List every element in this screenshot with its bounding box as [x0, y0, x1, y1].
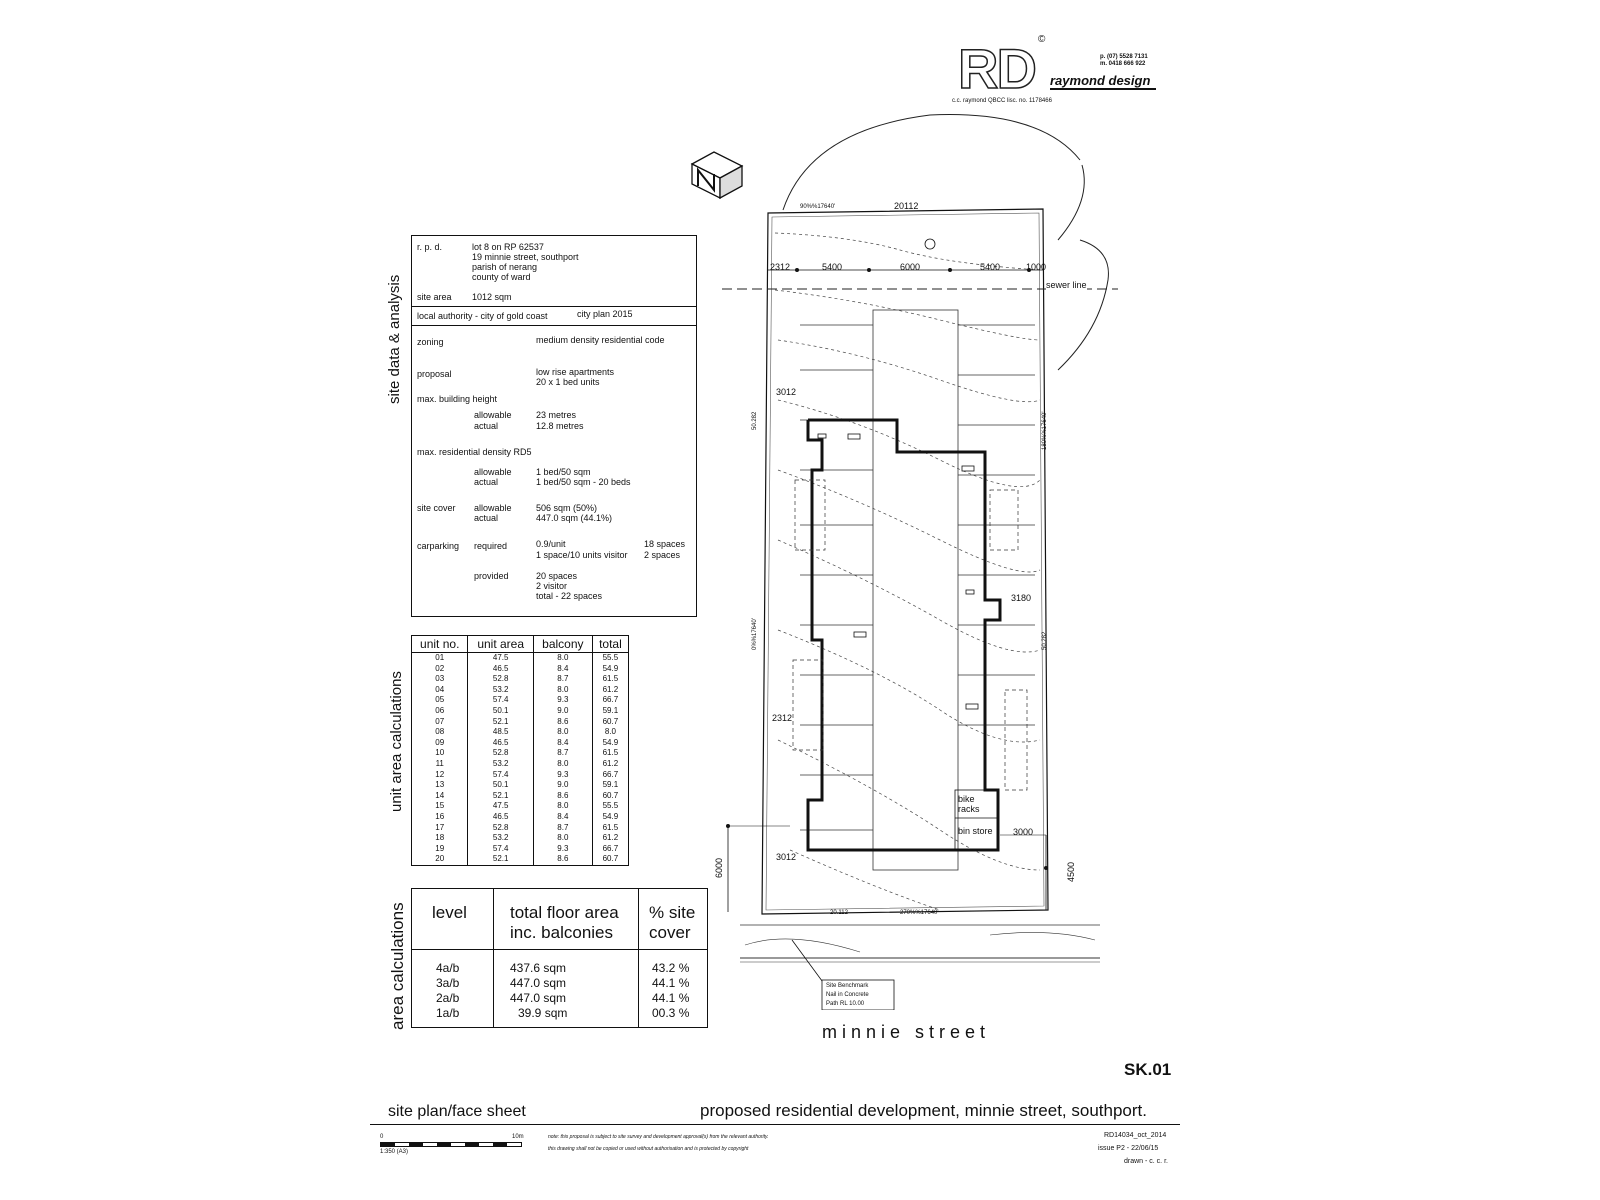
table-cell: 07 [412, 717, 468, 728]
site-cover-cell: 44.1 % [652, 976, 690, 990]
floor-area-cell: 39.9 sqm [518, 1006, 568, 1020]
table-cell: 53.2 [468, 759, 533, 770]
table-cell: 19 [412, 844, 468, 855]
table-cell: 18 [412, 833, 468, 844]
actual-label: actual [474, 477, 499, 487]
table-row [412, 674, 629, 685]
table-cell: 54.9 [592, 664, 628, 675]
sewer-line-label: sewer line [1046, 280, 1087, 290]
table-cell: 57.4 [468, 844, 533, 855]
rpd-line-1: lot 8 on RP 62537 [472, 242, 544, 252]
setback-4: 5400 [980, 262, 1001, 272]
copyright-symbol: © [1038, 34, 1046, 45]
col-divider [493, 889, 494, 1027]
benchmark-line-1: Site Benchmark [826, 983, 869, 989]
level-cell: 1a/b [436, 1006, 460, 1020]
table-cell: 52.1 [468, 791, 533, 802]
company-logo [950, 34, 1180, 110]
table-cell: 11 [412, 759, 468, 770]
table-cell: 8.0 [533, 653, 592, 664]
table-cell: 8.7 [533, 823, 592, 834]
site-area-label: site area [417, 292, 452, 302]
sheet-title-right: proposed residential development, minnie street, southport. [700, 1101, 1147, 1120]
table-cell: 46.5 [468, 812, 533, 823]
table-cell: 12 [412, 770, 468, 781]
table-cell: 59.1 [592, 780, 628, 791]
bearing-left: 0%%17640' [752, 618, 758, 650]
table-row [412, 727, 629, 738]
table-cell: 8.7 [533, 674, 592, 685]
col-unit-area: unit area [468, 636, 533, 653]
table-cell: 55.5 [592, 653, 628, 664]
table-cell: 8.0 [592, 727, 628, 738]
table-cell: 50.1 [468, 706, 533, 717]
density-label: max. residential density RD5 [417, 447, 532, 457]
col-total: total [592, 636, 628, 653]
table-cell: 8.6 [533, 854, 592, 865]
note-2: this drawing shall not be copied or used without authorisation and is protected by copyright [548, 1146, 749, 1152]
table-row [412, 706, 629, 717]
floor-area-cell: 447.0 sqm [510, 976, 567, 990]
rpd-line-3: parish of nerang [472, 262, 538, 272]
height-label: max. building height [417, 394, 498, 404]
mobile-number: m. 0418 666 922 [1100, 61, 1146, 67]
allowable-label: allowable [474, 410, 512, 420]
level-cell: 2a/b [436, 991, 460, 1005]
table-row [412, 738, 629, 749]
setback-5: 1000 [1026, 262, 1047, 272]
table-cell: 53.2 [468, 833, 533, 844]
table-cell: 8.0 [533, 727, 592, 738]
col-unit-no: unit no. [412, 636, 468, 653]
bike-racks-label: bike racks [958, 794, 980, 814]
table-cell: 15 [412, 801, 468, 812]
table-cell: 52.8 [468, 823, 533, 834]
logo-mark: RD [958, 37, 1035, 100]
site-cover-label: site cover [417, 503, 456, 513]
area-calc-box [411, 888, 708, 1028]
dim-3012-top: 3012 [776, 387, 797, 397]
table-cell: 47.5 [468, 801, 533, 812]
density-allowable: 1 bed/50 sqm [536, 467, 591, 477]
table-cell: 14 [412, 791, 468, 802]
tree-canopy [783, 115, 1080, 210]
table-cell: 8.6 [533, 791, 592, 802]
table-cell: 8.4 [533, 664, 592, 675]
local-authority: local authority - city of gold coast [417, 311, 548, 321]
table-cell: 8.4 [533, 738, 592, 749]
area-calc-heading: area calculations [388, 902, 407, 1030]
site-cover-cell: 44.1 % [652, 991, 690, 1005]
cover-header-1: % site [649, 903, 696, 922]
benchmark-line-2: Nail in Concrete [826, 992, 869, 998]
table-cell: 60.7 [592, 791, 628, 802]
title-rule [370, 1124, 1180, 1125]
site-area-value: 1012 sqm [472, 292, 512, 302]
floor-area-header-2: inc. balconies [510, 923, 614, 942]
table-cell: 46.5 [468, 738, 533, 749]
issue: issue P2 - 22/06/15 [1098, 1145, 1159, 1152]
setback-1: 2312 [770, 262, 791, 272]
actual-label: actual [474, 421, 499, 431]
level-cell: 3a/b [436, 976, 460, 990]
table-cell: 20 [412, 854, 468, 865]
carparking-label: carparking [417, 541, 460, 551]
table-cell: 04 [412, 685, 468, 696]
table-row [412, 823, 629, 834]
required-spaces-2: 2 spaces [644, 550, 681, 560]
divider [412, 949, 707, 950]
table-cell: 47.5 [468, 653, 533, 664]
building-outline [808, 420, 1000, 850]
actual-label: actual [474, 513, 499, 523]
rpd-line-4: county of ward [472, 272, 531, 282]
dim-3012-bottom: 3012 [776, 852, 797, 862]
table-cell: 8.0 [533, 759, 592, 770]
table-cell: 16 [412, 812, 468, 823]
density-actual: 1 bed/50 sqm - 20 beds [536, 477, 631, 487]
table-row [412, 780, 629, 791]
required-label: required [474, 541, 508, 551]
table-row [412, 664, 629, 675]
divider [412, 325, 696, 326]
col-divider [638, 889, 639, 1027]
table-cell: 48.5 [468, 727, 533, 738]
required-line-2: 1 space/10 units visitor [536, 550, 628, 560]
dim-3000: 3000 [1013, 827, 1034, 837]
provided-line-1: 20 spaces [536, 571, 578, 581]
bearing-right: 180%%17640' [1042, 411, 1048, 450]
table-cell: 9.3 [533, 844, 592, 855]
table-cell: 50.1 [468, 780, 533, 791]
scale-text: 1:350 (A3) [380, 1149, 409, 1155]
table-row [412, 833, 629, 844]
table-row [412, 653, 629, 664]
level-cell: 4a/b [436, 961, 460, 975]
floor-area-cell: 437.6 sqm [510, 961, 567, 975]
unit-area-heading: unit area calculations [388, 671, 405, 812]
table-cell: 02 [412, 664, 468, 675]
col-balcony: balcony [533, 636, 592, 653]
table-cell: 60.7 [592, 854, 628, 865]
phone-number: p. (07) 5528 7131 [1100, 54, 1148, 60]
cover-allowable: 506 sqm (50%) [536, 503, 598, 513]
table-cell: 05 [412, 695, 468, 706]
table-cell: 54.9 [592, 812, 628, 823]
sheet-title-left: site plan/face sheet [388, 1103, 526, 1120]
site-cover-cell: 00.3 % [652, 1006, 690, 1020]
table-cell: 9.0 [533, 780, 592, 791]
floor-area-cell: 447.0 sqm [510, 991, 567, 1005]
table-cell: 61.2 [592, 759, 628, 770]
proposal-line-1: low rise apartments [536, 367, 615, 377]
table-cell: 06 [412, 706, 468, 717]
table-cell: 52.8 [468, 674, 533, 685]
level-header: level [432, 903, 467, 922]
table-cell: 54.9 [592, 738, 628, 749]
table-cell: 9.0 [533, 706, 592, 717]
height-allowable: 23 metres [536, 410, 577, 420]
table-row [412, 801, 629, 812]
sheet-number: SK.01 [1124, 1060, 1172, 1079]
table-cell: 57.4 [468, 770, 533, 781]
table-cell: 8.4 [533, 812, 592, 823]
table-row [412, 770, 629, 781]
required-spaces-1: 18 spaces [644, 539, 686, 549]
table-cell: 61.5 [592, 748, 628, 759]
note-1: note: this proposal is subject to site survey and development approval(s) from the relevant authority. [548, 1134, 769, 1140]
table-cell: 08 [412, 727, 468, 738]
table-cell: 03 [412, 674, 468, 685]
table-row [412, 685, 629, 696]
table-cell: 60.7 [592, 717, 628, 728]
cover-header-2: cover [649, 923, 691, 942]
table-cell: 55.5 [592, 801, 628, 812]
top-dimension: 20112 [894, 201, 919, 211]
table-cell: 61.5 [592, 823, 628, 834]
proposal-line-2: 20 x 1 bed units [536, 377, 600, 387]
table-cell: 9.3 [533, 770, 592, 781]
rpd-line-2: 19 minnie street, southport [472, 252, 579, 262]
allowable-label: allowable [474, 467, 512, 477]
setback-2: 5400 [822, 262, 843, 272]
provided-line-3: total - 22 spaces [536, 591, 603, 601]
bottom-bearing: 270%%17640' [900, 910, 939, 916]
allowable-label: allowable [474, 503, 512, 513]
table-row [412, 791, 629, 802]
bin-store-label: bin store [958, 826, 993, 836]
top-bearing: 90%%17640' [800, 204, 836, 210]
provided-label: provided [474, 571, 509, 581]
table-cell: 61.5 [592, 674, 628, 685]
table-cell: 10 [412, 748, 468, 759]
table-cell: 8.7 [533, 748, 592, 759]
tree-canopy [1058, 240, 1108, 370]
site-cover-cell: 43.2 % [652, 961, 690, 975]
site-data-heading: site data & analysis [386, 274, 403, 404]
table-cell: 09 [412, 738, 468, 749]
height-actual: 12.8 metres [536, 421, 584, 431]
table-cell: 52.1 [468, 854, 533, 865]
table-cell: 8.6 [533, 717, 592, 728]
table-row [412, 695, 629, 706]
scale-end: 10m [512, 1134, 524, 1140]
dim-6000: 6000 [714, 857, 724, 878]
table-cell: 66.7 [592, 844, 628, 855]
table-cell: 57.4 [468, 695, 533, 706]
scale-bar [380, 1142, 522, 1147]
floor-area-header-1: total floor area [510, 903, 619, 922]
table-row [412, 717, 629, 728]
side-left: 50.282 [752, 411, 758, 430]
table-cell: 52.1 [468, 717, 533, 728]
company-name: raymond design [1050, 73, 1156, 90]
zoning-label: zoning [417, 337, 444, 347]
table-cell: 17 [412, 823, 468, 834]
cover-actual: 447.0 sqm (44.1%) [536, 513, 613, 523]
table-row [412, 844, 629, 855]
table-cell: 8.0 [533, 801, 592, 812]
proposal-label: proposal [417, 369, 452, 379]
dim-4500: 4500 [1066, 861, 1076, 882]
table-row [412, 812, 629, 823]
table-cell: 59.1 [592, 706, 628, 717]
table-cell: 13 [412, 780, 468, 791]
table-header-row [412, 636, 629, 653]
table-cell: 01 [412, 653, 468, 664]
table-cell: 8.0 [533, 685, 592, 696]
table-cell: 66.7 [592, 695, 628, 706]
unit-area-table [411, 635, 629, 866]
table-cell: 8.0 [533, 833, 592, 844]
provided-line-2: 2 visitor [536, 581, 568, 591]
driveway [873, 310, 958, 870]
table-row [412, 759, 629, 770]
table-cell: 46.5 [468, 664, 533, 675]
licence-number: c.c. raymond QBCC lisc. no. 1178466 [952, 98, 1052, 104]
divider [412, 306, 696, 307]
rpd-label: r. p. d. [417, 242, 443, 252]
dim-3180: 3180 [1011, 593, 1032, 603]
scale-start: 0 [380, 1134, 384, 1140]
table-cell: 9.3 [533, 695, 592, 706]
table-row [412, 854, 629, 865]
side-right: 50.282 [1042, 631, 1048, 650]
zoning-value: medium density residential code [536, 335, 665, 345]
drawn-by: drawn - c. c. r. [1124, 1158, 1168, 1165]
table-cell: 52.8 [468, 748, 533, 759]
street-name: minnie street [822, 1022, 991, 1042]
setback-3: 6000 [900, 262, 921, 272]
dim-2312: 2312 [772, 713, 793, 723]
bottom-dimension: 20.112 [830, 910, 848, 916]
table-cell: 61.2 [592, 685, 628, 696]
tree-canopy [1058, 165, 1084, 240]
benchmark-line-3: Path RL 10.00 [826, 1001, 865, 1007]
required-line-1: 0.9/unit [536, 539, 566, 549]
site-data-box [411, 235, 697, 617]
table-cell: 53.2 [468, 685, 533, 696]
job-number: RD14034_oct_2014 [1104, 1132, 1167, 1139]
table-cell: 66.7 [592, 770, 628, 781]
table-row [412, 748, 629, 759]
table-cell: 61.2 [592, 833, 628, 844]
city-plan: city plan 2015 [577, 309, 633, 319]
